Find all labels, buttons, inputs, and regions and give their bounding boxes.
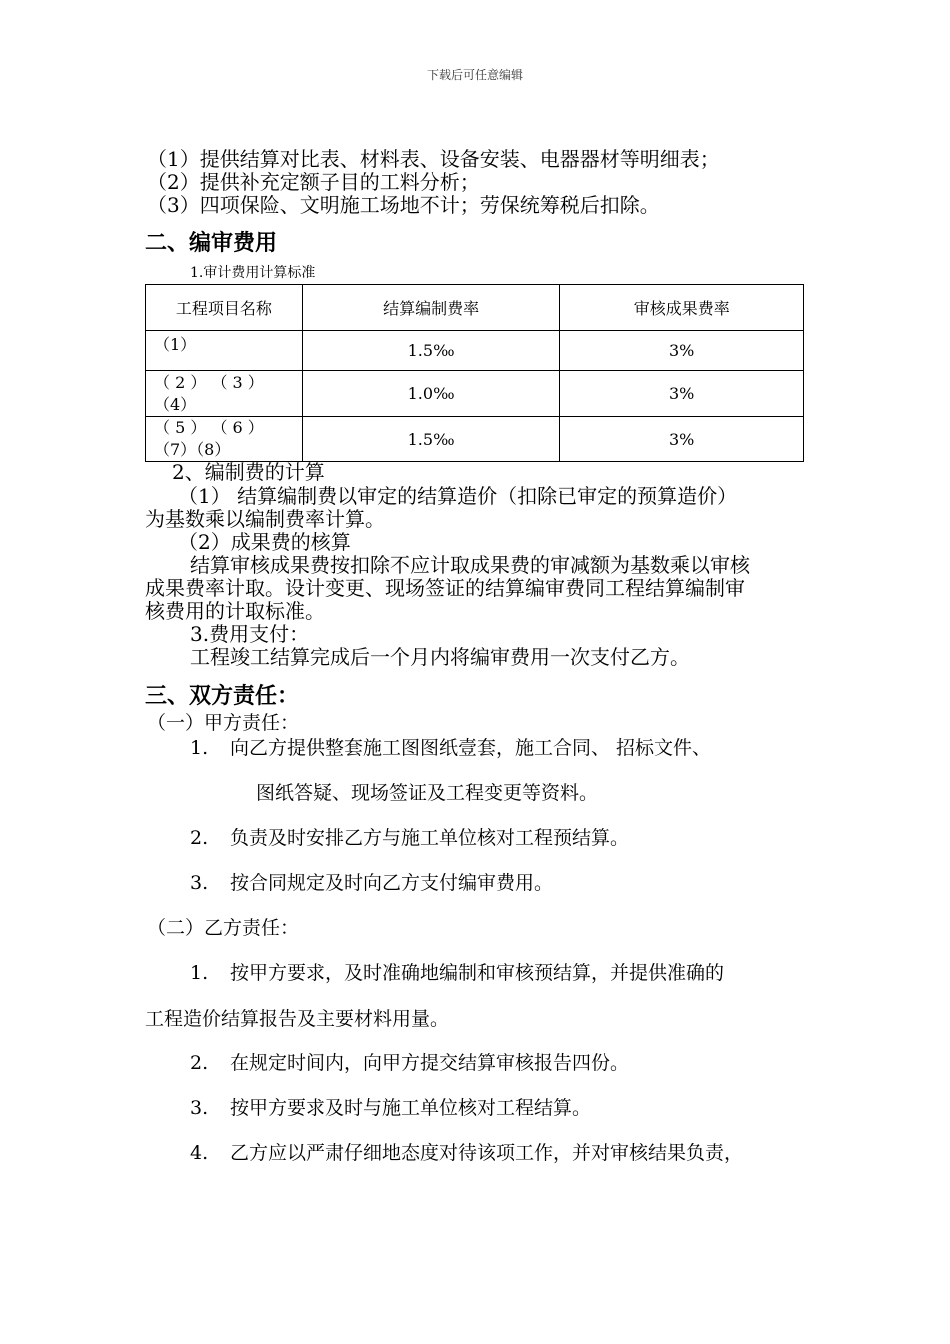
list-number: 2. — [190, 1052, 209, 1074]
party-b-item-3: 按甲方要求及时与施工单位核对工程结算。 — [230, 1097, 592, 1119]
compilation-rate-cell: 1.5‰ — [302, 331, 560, 371]
list-number: 1. — [190, 962, 209, 984]
project-name-cell — [146, 417, 303, 462]
list-number: 1. — [190, 737, 209, 759]
list-number: 3. — [190, 1097, 209, 1119]
requirement-item-3: （3）四项保险、文明施工场地不计；劳保统筹税后扣除。 — [147, 193, 660, 217]
audit-rate-cell: 3% — [560, 371, 804, 417]
payment-title: 3.费用支付： — [190, 622, 310, 646]
compilation-rate-cell: 1.0‰ — [302, 371, 560, 417]
column-header-compilation-rate: 结算编制费率 — [302, 285, 560, 331]
fee-rate-table — [145, 284, 804, 462]
section-heading-responsibilities: 三、双方责任： — [145, 684, 300, 709]
party-a-item-2: 负责及时安排乙方与施工单位核对工程预结算。 — [230, 827, 630, 849]
audit-rate-cell: 3% — [560, 417, 804, 462]
party-a-item-3: 按合同规定及时向乙方支付编审费用。 — [230, 872, 554, 894]
project-name-cell — [146, 331, 303, 371]
list-number: 4. — [190, 1142, 209, 1164]
party-a-item-1-continued: 图纸答疑、现场签证及工程变更等资料。 — [256, 782, 599, 804]
party-a-item-1: 向乙方提供整套施工图图纸壹套，施工合同、 招标文件、 — [230, 737, 712, 759]
calc-title: 2、编制费的计算 — [172, 460, 325, 484]
table-row — [146, 417, 804, 462]
project-name-line: （ 5 ） （ 6 ） — [154, 418, 264, 437]
calc-paragraph-2-line-1: 结算审核成果费按扣除不应计取成果费的审减额为基数乘以审核 — [190, 553, 750, 577]
section-heading-fees: 二、编审费用 — [145, 231, 278, 256]
table-caption: 1.审计费用计算标准 — [190, 265, 316, 281]
project-name-line: （ 2 ） （ 3 ） — [154, 372, 264, 392]
audit-rate-cell: 3% — [560, 331, 804, 371]
table-header-row — [146, 285, 804, 331]
project-name-line: （1） — [154, 335, 197, 354]
project-name-line: （7）（8） — [154, 440, 231, 459]
table-row — [146, 371, 804, 417]
page-header-note: 下载后可任意编辑 — [426, 68, 523, 82]
payment-text: 工程竣工结算完成后一个月内将编审费用一次支付乙方。 — [190, 645, 690, 669]
party-b-item-2: 在规定时间内，向甲方提交结算审核报告四份。 — [230, 1052, 630, 1074]
list-number: 3. — [190, 872, 209, 894]
party-b-item-4: 乙方应以严肃仔细地态度对待该项工作，并对审核结果负责， — [230, 1142, 744, 1164]
compilation-rate-cell: 1.5‰ — [302, 417, 560, 462]
calc-paragraph-2-line-2: 成果费率计取。设计变更、现场签证的结算编审费同工程结算编制审 — [145, 576, 745, 600]
party-b-item-1-continued: 工程造价结算报告及主要材料用量。 — [145, 1008, 450, 1030]
list-number: 2. — [190, 827, 209, 849]
calc-subtitle-2: （2）成果费的核算 — [178, 530, 351, 554]
calc-paragraph-1-line-2: 为基数乘以编制费率计算。 — [145, 507, 385, 531]
column-header-audit-rate: 审核成果费率 — [560, 285, 804, 331]
calc-paragraph-2-line-3: 核费用的计取标准。 — [145, 599, 325, 623]
requirement-item-2: （2）提供补充定额子目的工料分析； — [147, 170, 480, 194]
party-b-item-1: 按甲方要求，及时准确地编制和审核预结算，并提供准确的 — [230, 962, 725, 984]
requirement-item-1: （1）提供结算对比表、材料表、设备安装、电器器材等明细表； — [147, 147, 720, 171]
calc-paragraph-1-line-1: （1） 结算编制费以审定的结算造价（扣除已审定的预算造价） — [178, 484, 738, 508]
party-b-heading: （二）乙方责任： — [147, 917, 300, 939]
column-header-project-name: 工程项目名称 — [146, 285, 303, 331]
table-row — [146, 331, 804, 371]
project-name-line: （4） — [154, 394, 197, 414]
project-name-cell — [146, 371, 303, 417]
party-a-heading: （一）甲方责任： — [147, 712, 300, 734]
